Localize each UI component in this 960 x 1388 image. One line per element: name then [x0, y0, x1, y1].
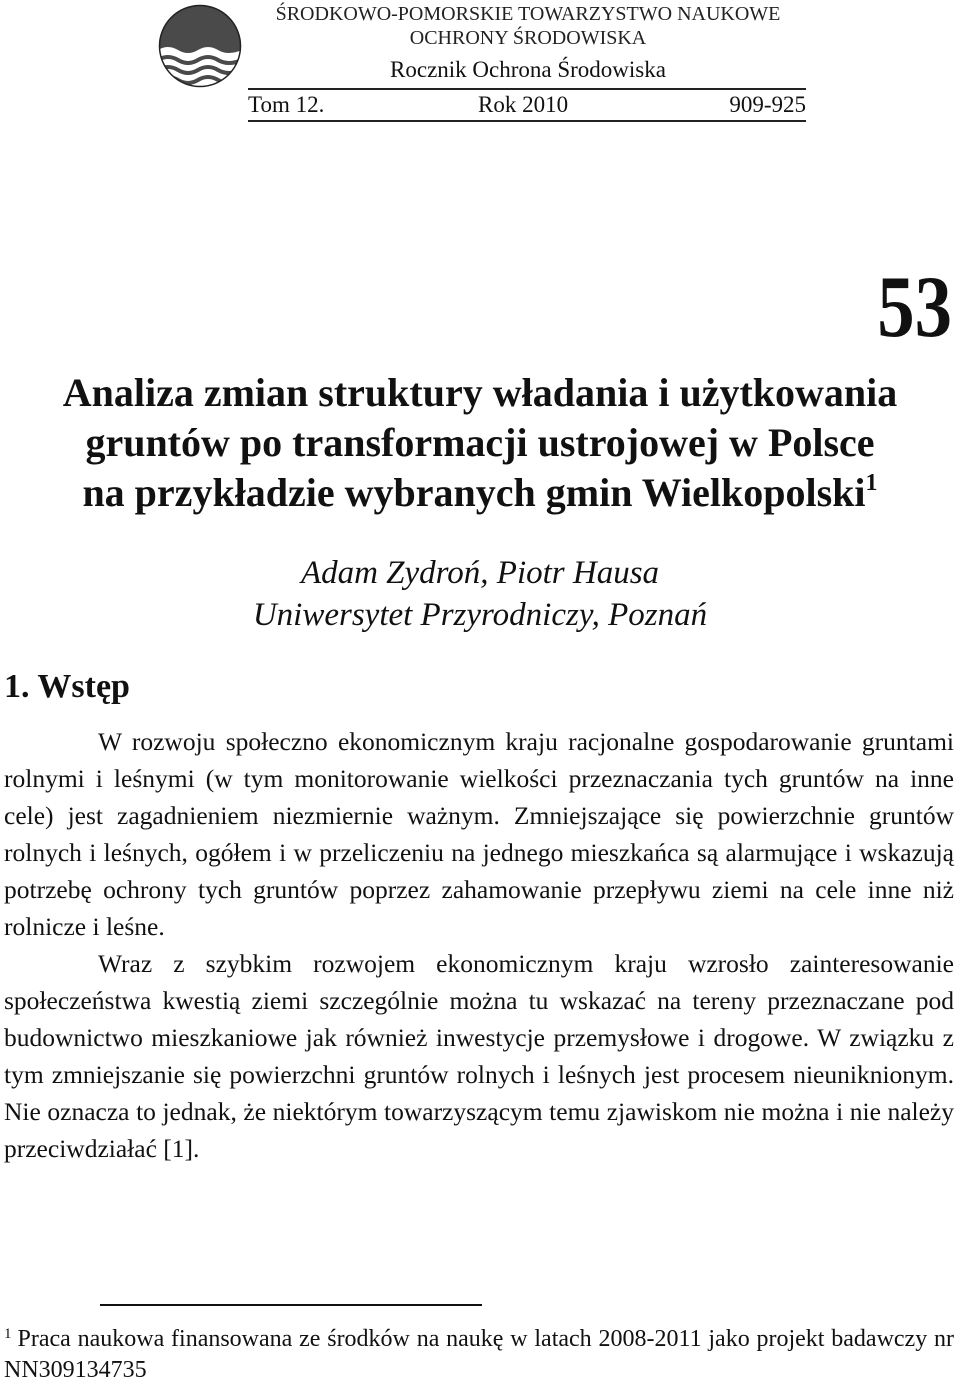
- footnote-text: Praca naukowa finansowana ze środków na naukę w latach 2008-2011 jako projekt badawczy nr NN309134735: [4, 1326, 954, 1383]
- title-line-1: Analiza zmian struktury władania i użytkowania: [62, 370, 898, 415]
- author-names: Adam Zydroń, Piotr Hausa: [300, 555, 660, 591]
- section-body: [4, 723, 954, 1167]
- section-heading: 1. Wstęp: [4, 668, 130, 705]
- society-logo-icon: [158, 4, 242, 88]
- title-footnote-mark[interactable]: 1: [865, 470, 878, 496]
- header-rule-top: [248, 88, 806, 90]
- article-title: [0, 368, 960, 518]
- title-line-2: gruntów po transformacji ustrojowej w Polsce: [85, 420, 875, 465]
- footnote: [4, 1324, 954, 1386]
- footnote-mark: 1: [4, 1326, 12, 1342]
- paragraph: Wraz z szybkim rozwojem ekonomicznym kraju wzrosło zainteresowanie społeczeństwa kwestią ziemi szczególnie można tu wskazać na tereny przeznaczane pod budownictwo mieszkaniowe jak również inwestycje przemysłowe i drogowe. W związku z tym zmniejszanie się powierzchni gruntów rolnych i leśnych jest procesem nieuniknionym. Nie oznacza to jednak, że niektórym towarzyszącym temu zjawiskom nie można i nie należy przeciwdziałać [1].: [4, 949, 954, 1163]
- society-name-line2: OCHRONY ŚRODOWISKA: [409, 27, 647, 49]
- society-name-line1: ŚRODKOWO-POMORSKIE TOWARZYSTWO NAUKOWE: [275, 3, 781, 25]
- author-affiliation: Uniwersytet Przyrodniczy, Poznań: [252, 597, 708, 633]
- header-rule-bottom: [248, 120, 806, 122]
- page-range: 909-925: [729, 92, 806, 117]
- publication-meta: [248, 91, 806, 119]
- paragraph: W rozwoju społeczno ekonomicznym kraju racjonalne gospodarowanie gruntami rolnymi i leśnymi (w tym monitorowanie wielkości przeznaczania tych gruntów na inne cele) jest zagadnieniem niezmiernie ważnym. Zmniejszające się powierzchnie gruntów rolnych i leśnych, ogółem i w przeliczeniu na jednego mieszkańca są alarmujące i wskazują potrzebę ochrony tych gruntów poprzez zahamowanie przepływu ziemi na cele inne niż rolnicze i leśne.: [4, 727, 954, 941]
- journal-title: Rocznik Ochrona Środowiska: [390, 57, 666, 82]
- volume-label: Tom 12.: [248, 92, 325, 117]
- title-line-3-text: na przykładzie wybranych gmin Wielkopolski: [82, 470, 866, 515]
- year-label: Rok 2010: [478, 92, 569, 117]
- footnote-rule: [100, 1304, 482, 1306]
- article-number: 53: [877, 259, 952, 356]
- author-block: [0, 552, 960, 636]
- title-line-3: [0, 468, 960, 518]
